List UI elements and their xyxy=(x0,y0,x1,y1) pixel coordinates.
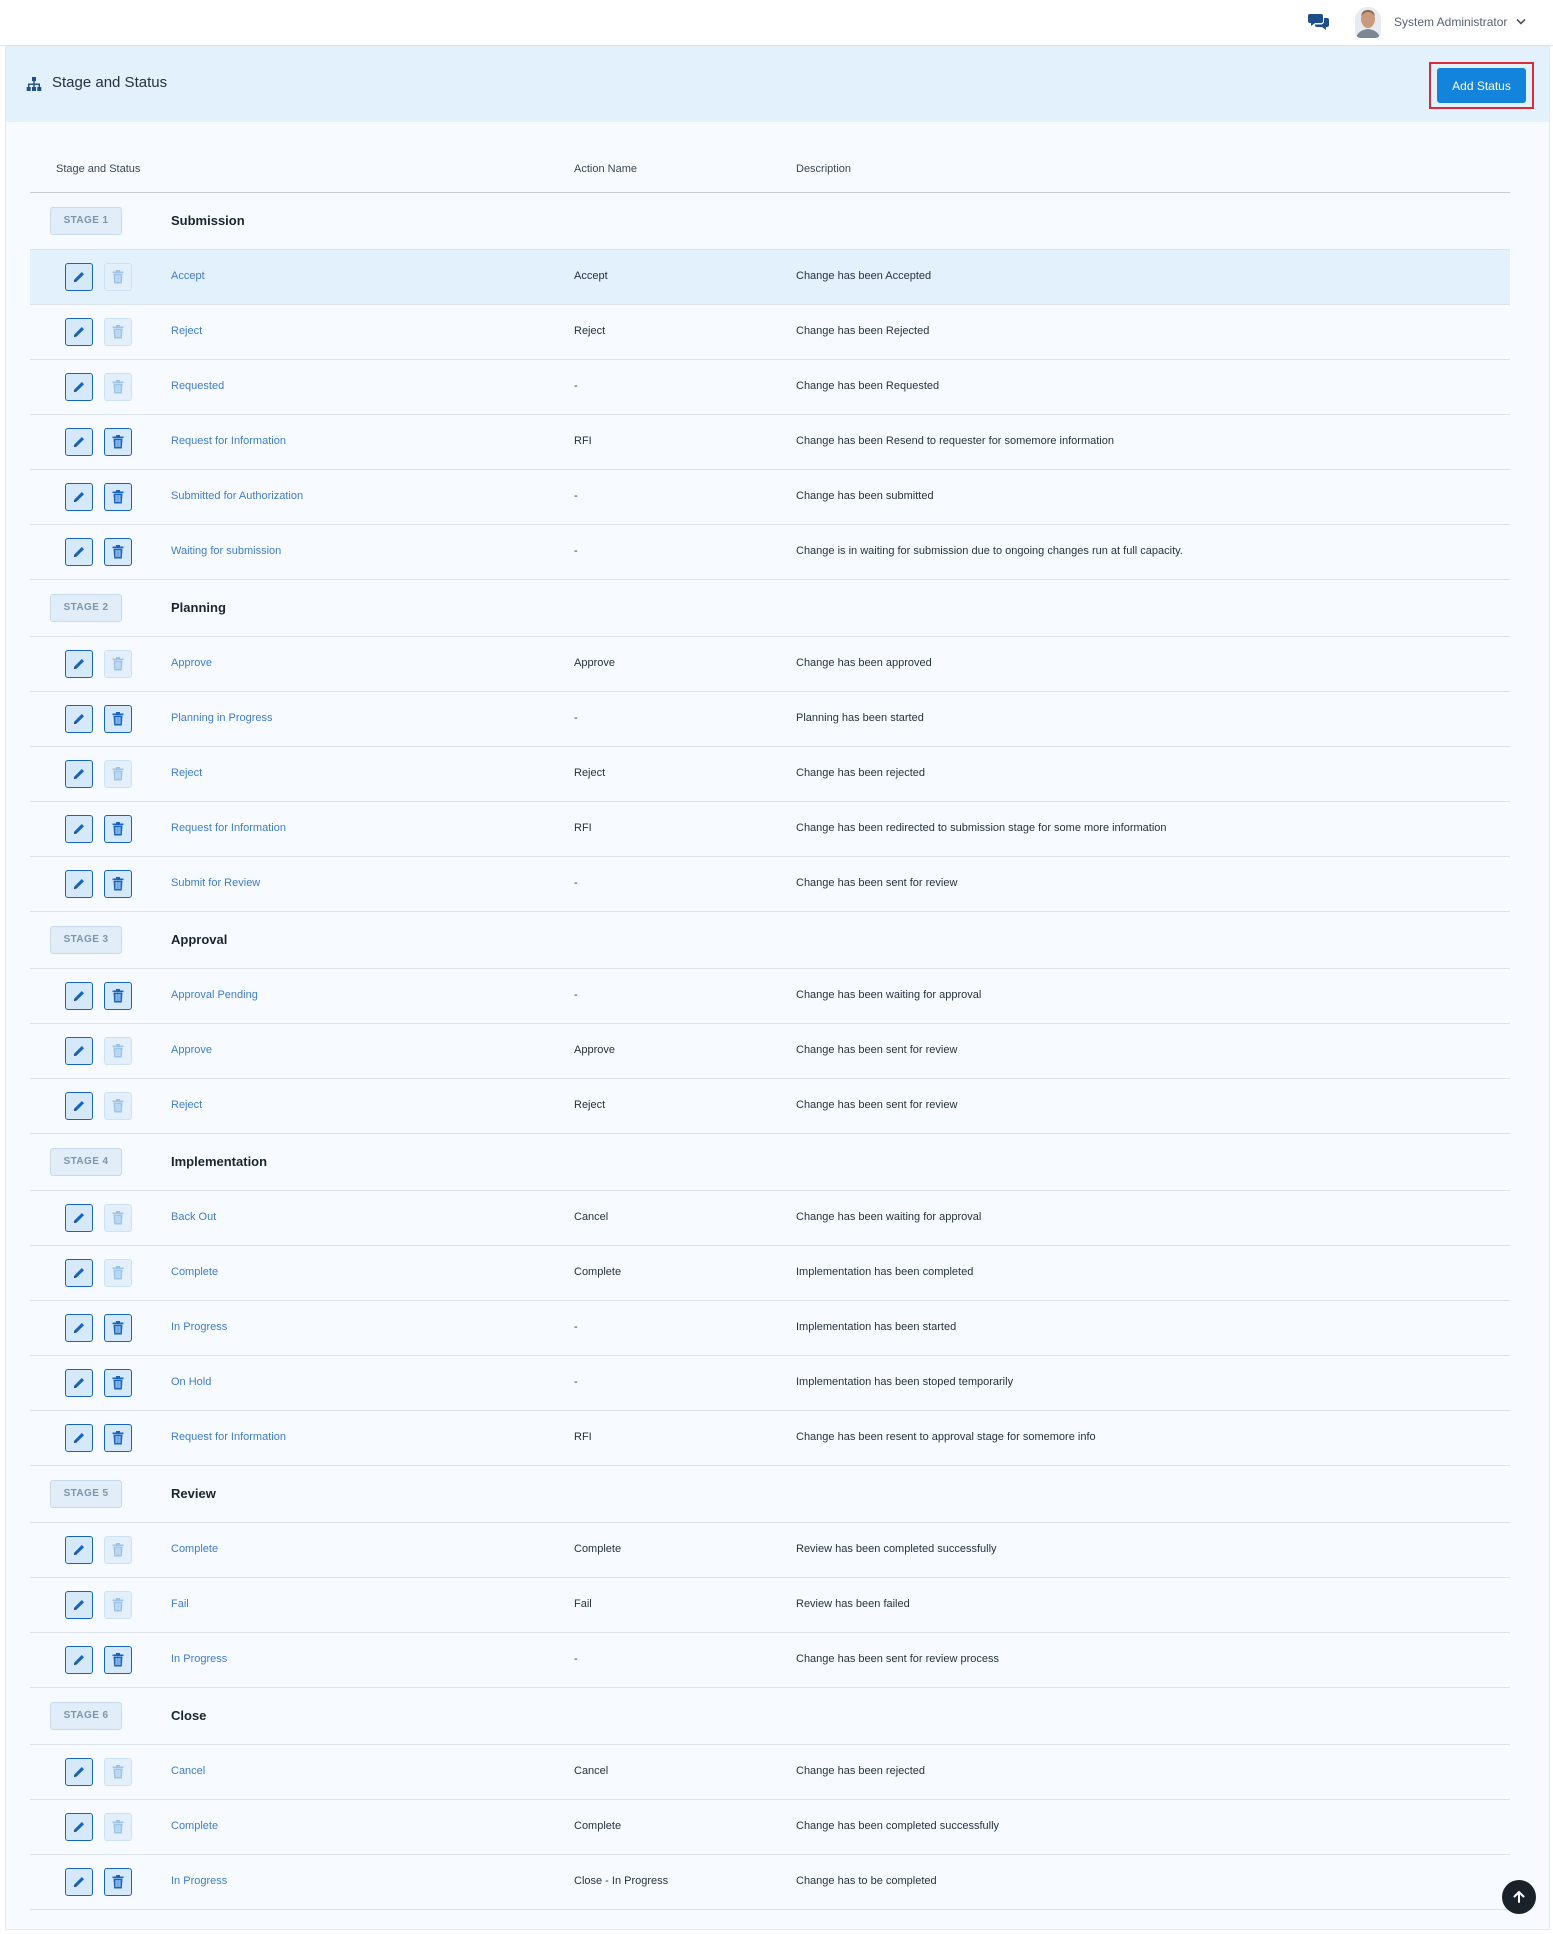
stage-badge: STAGE 5 xyxy=(50,1480,122,1508)
trash-icon xyxy=(112,325,124,339)
status-row xyxy=(30,1578,1510,1633)
action-name: Reject xyxy=(574,767,606,779)
edit-button[interactable] xyxy=(65,1037,93,1065)
edit-button[interactable] xyxy=(65,760,93,788)
pencil-icon xyxy=(72,1543,86,1557)
delete-button xyxy=(104,263,132,291)
pencil-icon xyxy=(72,1765,86,1779)
edit-button[interactable] xyxy=(65,318,93,346)
pencil-icon xyxy=(72,1431,86,1445)
action-name: Cancel xyxy=(574,1765,609,1777)
status-name-link[interactable]: On Hold xyxy=(171,1376,212,1388)
status-row xyxy=(30,250,1510,305)
action-name: RFI xyxy=(574,435,592,447)
action-name: - xyxy=(574,1321,578,1333)
status-row xyxy=(30,1800,1510,1855)
pencil-icon xyxy=(72,989,86,1003)
action-name: Fail xyxy=(574,1598,592,1610)
status-description: Review has been failed xyxy=(796,1598,910,1610)
status-name-link[interactable]: Planning in Progress xyxy=(171,712,273,724)
status-description: Change has to be completed xyxy=(796,1875,937,1887)
pencil-icon xyxy=(72,380,86,394)
pencil-icon xyxy=(72,1598,86,1612)
status-name-link[interactable]: In Progress xyxy=(171,1875,228,1887)
pencil-icon xyxy=(72,1376,86,1390)
edit-button[interactable] xyxy=(65,650,93,678)
delete-button xyxy=(104,1092,132,1120)
status-name-link[interactable]: Request for Information xyxy=(171,822,286,834)
edit-button[interactable] xyxy=(65,1868,93,1896)
status-description: Change has been sent for review xyxy=(796,1044,958,1056)
action-name: - xyxy=(574,545,578,557)
edit-button[interactable] xyxy=(65,1758,93,1786)
trash-icon xyxy=(112,1598,124,1612)
pencil-icon xyxy=(72,822,86,836)
pencil-icon xyxy=(72,545,86,559)
delete-button xyxy=(104,650,132,678)
status-description: Implementation has been started xyxy=(796,1321,957,1333)
status-description: Change has been completed successfully xyxy=(796,1820,1000,1832)
table-body xyxy=(30,193,1510,1910)
status-row xyxy=(30,1024,1510,1079)
action-name: Reject xyxy=(574,325,606,337)
status-row xyxy=(30,470,1510,525)
delete-button[interactable] xyxy=(104,1646,132,1674)
trash-icon xyxy=(112,1875,124,1889)
trash-icon xyxy=(112,435,124,449)
edit-button[interactable] xyxy=(65,483,93,511)
add-status-button[interactable]: Add Status xyxy=(1437,68,1526,103)
pencil-icon xyxy=(72,1099,86,1113)
status-name-link[interactable]: Complete xyxy=(171,1820,219,1832)
status-name-link[interactable]: Approve xyxy=(171,657,212,669)
stage-name: Planning xyxy=(171,600,226,615)
trash-icon xyxy=(112,1431,124,1445)
action-name: Reject xyxy=(574,1099,606,1111)
hierarchy-icon xyxy=(26,76,42,92)
status-description: Change has been resent to approval stage for somemore info xyxy=(796,1431,1096,1443)
action-name: - xyxy=(574,490,578,502)
edit-button[interactable] xyxy=(65,1369,93,1397)
stage-status-table xyxy=(30,146,1510,1910)
status-name-link[interactable]: Complete xyxy=(171,1266,219,1278)
stage-badge: STAGE 4 xyxy=(50,1148,122,1176)
edit-button[interactable] xyxy=(65,1536,93,1564)
status-name-link[interactable]: Submit for Review xyxy=(171,877,261,889)
status-description: Change has been waiting for approval xyxy=(796,989,982,1001)
edit-button[interactable] xyxy=(65,428,93,456)
edit-button[interactable] xyxy=(65,1591,93,1619)
status-description: Implementation has been completed xyxy=(796,1266,974,1278)
trash-icon xyxy=(112,1653,124,1667)
stage-name: Approval xyxy=(171,932,228,947)
delete-button[interactable] xyxy=(104,1314,132,1342)
status-description: Change has been waiting for approval xyxy=(796,1211,982,1223)
delete-button[interactable] xyxy=(104,815,132,843)
trash-icon xyxy=(112,270,124,284)
stage-name: Implementation xyxy=(171,1154,268,1169)
status-row xyxy=(30,1191,1510,1246)
trash-icon xyxy=(112,1211,124,1225)
status-row xyxy=(30,1301,1510,1356)
stage-name: Submission xyxy=(171,213,245,228)
stage-badge: STAGE 1 xyxy=(50,207,122,235)
action-name: Approve xyxy=(574,1044,615,1056)
trash-icon xyxy=(112,822,124,836)
delete-button xyxy=(104,1591,132,1619)
pencil-icon xyxy=(72,490,86,504)
edit-button[interactable] xyxy=(65,1204,93,1232)
status-name-link[interactable]: Reject xyxy=(171,767,203,779)
stage-row xyxy=(30,912,1510,969)
delete-button[interactable] xyxy=(104,1369,132,1397)
page-header xyxy=(6,47,1549,122)
column-header-stage-status: Stage and Status xyxy=(56,163,141,175)
pencil-icon xyxy=(72,1266,86,1280)
status-row xyxy=(30,1523,1510,1578)
stage-badge: STAGE 3 xyxy=(50,926,122,954)
delete-button[interactable] xyxy=(104,982,132,1010)
status-description: Review has been completed successfully xyxy=(796,1543,997,1555)
delete-button[interactable] xyxy=(104,428,132,456)
status-description: Planning has been started xyxy=(796,712,924,724)
status-name-link[interactable]: In Progress xyxy=(171,1653,228,1665)
status-description: Change has been Requested xyxy=(796,380,940,392)
stage-row xyxy=(30,1466,1510,1523)
stage-row xyxy=(30,1134,1510,1191)
status-name-link[interactable]: Request for Information xyxy=(171,435,286,447)
status-description: Change is in waiting for submission due to ongoing changes run at full capacity. xyxy=(796,545,1183,557)
pencil-icon xyxy=(72,325,86,339)
trash-icon xyxy=(112,490,124,504)
status-name-link[interactable]: Submitted for Authorization xyxy=(171,490,304,502)
status-row xyxy=(30,692,1510,747)
delete-button xyxy=(104,1758,132,1786)
stage-row xyxy=(30,193,1510,250)
edit-button[interactable] xyxy=(65,815,93,843)
delete-button xyxy=(104,1536,132,1564)
status-name-link[interactable]: Back Out xyxy=(171,1211,217,1223)
delete-button[interactable] xyxy=(104,705,132,733)
status-description: Change has been sent for review process xyxy=(796,1653,1000,1665)
edit-button[interactable] xyxy=(65,870,93,898)
action-name: - xyxy=(574,380,578,392)
status-name-link[interactable]: Reject xyxy=(171,1099,203,1111)
status-description: Change has been submitted xyxy=(796,490,934,502)
status-name-link[interactable]: Accept xyxy=(171,270,205,282)
status-row xyxy=(30,415,1510,470)
status-row xyxy=(30,1411,1510,1466)
action-name: - xyxy=(574,1376,578,1388)
action-name: Approve xyxy=(574,657,615,669)
pencil-icon xyxy=(72,1211,86,1225)
user-name[interactable]: System Administrator xyxy=(1394,15,1508,29)
stage-badge: STAGE 6 xyxy=(50,1702,122,1730)
status-name-link[interactable]: Complete xyxy=(171,1543,219,1555)
pencil-icon xyxy=(72,1653,86,1667)
delete-button[interactable] xyxy=(104,1424,132,1452)
trash-icon xyxy=(112,1099,124,1113)
edit-button[interactable] xyxy=(65,1092,93,1120)
status-row xyxy=(30,1633,1510,1688)
delete-button xyxy=(104,1259,132,1287)
status-name-link[interactable]: Request for Information xyxy=(171,1431,286,1443)
status-description: Change has been rejected xyxy=(796,767,926,779)
delete-button[interactable] xyxy=(104,538,132,566)
column-header-description: Description xyxy=(796,163,852,175)
stage-badge: STAGE 2 xyxy=(50,594,122,622)
status-description: Change has been approved xyxy=(796,657,932,669)
edit-button[interactable] xyxy=(65,705,93,733)
action-name: - xyxy=(574,1653,578,1665)
pencil-icon xyxy=(72,1321,86,1335)
stage-name: Close xyxy=(171,1708,207,1723)
edit-button[interactable] xyxy=(65,1424,93,1452)
status-description: Change has been Resend to requester for somemore information xyxy=(796,435,1114,447)
action-name: Complete xyxy=(574,1820,622,1832)
pencil-icon xyxy=(72,712,86,726)
pencil-icon xyxy=(72,1820,86,1834)
delete-button xyxy=(104,1204,132,1232)
trash-icon xyxy=(112,877,124,891)
edit-button[interactable] xyxy=(65,1259,93,1287)
action-name: - xyxy=(574,877,578,889)
delete-button[interactable] xyxy=(104,870,132,898)
table-header xyxy=(30,146,1510,193)
action-name: - xyxy=(574,989,578,1001)
action-name: - xyxy=(574,712,578,724)
stage-row xyxy=(30,1688,1510,1745)
avatar[interactable] xyxy=(1355,7,1381,38)
delete-button xyxy=(104,1037,132,1065)
status-description: Change has been rejected xyxy=(796,1765,926,1777)
status-name-link[interactable]: In Progress xyxy=(171,1321,228,1333)
status-description: Change has been redirected to submission stage for some more information xyxy=(796,822,1167,834)
delete-button xyxy=(104,373,132,401)
status-description: Implementation has been stoped temporarily xyxy=(796,1376,1014,1388)
action-name: Cancel xyxy=(574,1211,609,1223)
pencil-icon xyxy=(72,270,86,284)
status-row xyxy=(30,305,1510,360)
trash-icon xyxy=(112,1543,124,1557)
edit-button[interactable] xyxy=(65,538,93,566)
edit-button[interactable] xyxy=(65,373,93,401)
action-name: Complete xyxy=(574,1543,622,1555)
edit-button[interactable] xyxy=(65,1813,93,1841)
delete-button[interactable] xyxy=(104,1868,132,1896)
status-row xyxy=(30,969,1510,1024)
page-title: Stage and Status xyxy=(52,74,168,91)
status-row xyxy=(30,802,1510,857)
column-header-action-name: Action Name xyxy=(574,163,637,175)
stage-name: Review xyxy=(171,1486,216,1501)
pencil-icon xyxy=(72,1875,86,1889)
trash-icon xyxy=(112,989,124,1003)
action-name: RFI xyxy=(574,822,592,834)
pencil-icon xyxy=(72,877,86,891)
delete-button xyxy=(104,318,132,346)
action-name: RFI xyxy=(574,1431,592,1443)
status-row xyxy=(30,637,1510,692)
action-name: Close - In Progress xyxy=(574,1875,669,1887)
status-name-link[interactable]: Fail xyxy=(171,1598,189,1610)
chevron-down-icon[interactable] xyxy=(1516,18,1526,26)
trash-icon xyxy=(112,1044,124,1058)
status-name-link[interactable]: Cancel xyxy=(171,1765,206,1777)
trash-icon xyxy=(112,1321,124,1335)
action-name: Complete xyxy=(574,1266,622,1278)
trash-icon xyxy=(112,1765,124,1779)
status-description: Change has been Accepted xyxy=(796,270,932,282)
status-row xyxy=(30,360,1510,415)
trash-icon xyxy=(112,1376,124,1390)
status-row xyxy=(30,1745,1510,1800)
status-row xyxy=(30,1079,1510,1134)
status-row xyxy=(30,857,1510,912)
action-name: Accept xyxy=(574,270,608,282)
status-row xyxy=(30,1356,1510,1411)
status-description: Change has been sent for review xyxy=(796,877,958,889)
trash-icon xyxy=(112,712,124,726)
status-description: Change has been sent for review xyxy=(796,1099,958,1111)
arrow-up-icon xyxy=(1512,1890,1526,1904)
pencil-icon xyxy=(72,657,86,671)
trash-icon xyxy=(112,767,124,781)
delete-button xyxy=(104,1813,132,1841)
delete-button xyxy=(104,760,132,788)
scroll-to-top-button[interactable] xyxy=(1502,1880,1536,1914)
status-name-link[interactable]: Reject xyxy=(171,325,203,337)
status-name-link[interactable]: Waiting for submission xyxy=(171,545,282,557)
status-description: Change has been Rejected xyxy=(796,325,930,337)
stage-row xyxy=(30,580,1510,637)
trash-icon xyxy=(112,380,124,394)
status-name-link[interactable]: Approval Pending xyxy=(171,989,258,1001)
trash-icon xyxy=(112,1266,124,1280)
trash-icon xyxy=(112,545,124,559)
status-name-link[interactable]: Requested xyxy=(171,380,225,392)
status-name-link[interactable]: Approve xyxy=(171,1044,212,1056)
status-row xyxy=(30,1246,1510,1301)
pencil-icon xyxy=(72,767,86,781)
status-row xyxy=(30,747,1510,802)
status-row xyxy=(30,1855,1510,1910)
edit-button[interactable] xyxy=(65,1314,93,1342)
edit-button[interactable] xyxy=(65,1646,93,1674)
edit-button[interactable] xyxy=(65,982,93,1010)
top-bar xyxy=(0,0,1553,46)
status-row xyxy=(30,525,1510,580)
pencil-icon xyxy=(72,435,86,449)
pencil-icon xyxy=(72,1044,86,1058)
chat-bubbles-icon[interactable] xyxy=(1308,12,1330,32)
trash-icon xyxy=(112,657,124,671)
edit-button[interactable] xyxy=(65,263,93,291)
delete-button[interactable] xyxy=(104,483,132,511)
trash-icon xyxy=(112,1820,124,1834)
